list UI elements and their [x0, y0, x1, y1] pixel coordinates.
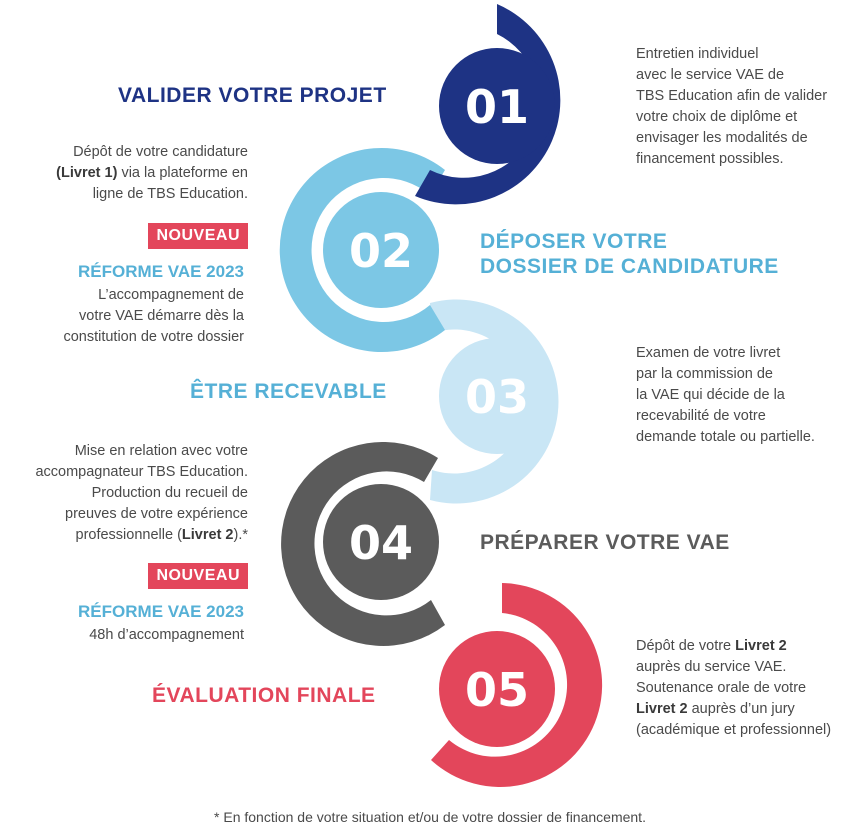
step-05-title: ÉVALUATION FINALE [152, 684, 376, 707]
step-05-desc-line [636, 699, 831, 720]
nouveau-badge-1: NOUVEAU [148, 223, 248, 249]
step-01-desc-line: votre choix de diplôme et [636, 109, 798, 125]
footnote: * En fonction de votre situation et/ou de votre dossier de financement. [214, 809, 646, 825]
livret-2-bold: Livret 2 [636, 701, 688, 717]
step-04-desc-text: professionnelle ( [75, 527, 182, 543]
step-01-number: 01 [464, 80, 530, 134]
reform-text-line: 48h d’accompagnement [89, 627, 244, 643]
step-04-desc-line: preuves de votre expérience [65, 506, 248, 522]
step-01-desc-line: avec le service VAE de [636, 67, 785, 83]
step-01-desc-line: TBS Education afin de valider [636, 88, 828, 104]
livret-2-bold: Livret 2 [181, 527, 234, 543]
step-05-desc-line [636, 636, 831, 657]
reform-text-2 [89, 625, 244, 646]
step-05-desc-line: (académique et professionnel) [636, 722, 832, 738]
step-01-description [636, 44, 827, 170]
step-04-number: 04 [348, 516, 414, 570]
step-03-desc-line: demande totale ou partielle. [636, 429, 815, 445]
step-01-desc-line: envisager les modalités de [636, 130, 808, 146]
step-02-title-line: DOSSIER DE CANDIDATURE [480, 255, 779, 278]
step-02-desc-line [56, 163, 248, 184]
step-01-desc-line: financement possibles. [636, 151, 784, 167]
step-05-description [636, 636, 831, 741]
step-04-description [35, 441, 248, 546]
step-02-title-line: DÉPOSER VOTRE [480, 230, 668, 253]
reform-text-line: constitution de votre dossier [63, 329, 244, 345]
step-04-title: PRÉPARER VOTRE VAE [480, 531, 730, 554]
step-03-desc-line: Examen de votre livret [636, 345, 781, 361]
reform-title-1: RÉFORME VAE 2023 [78, 262, 244, 281]
step-02-desc-line: ligne de TBS Education. [92, 186, 248, 202]
step-01-desc-line: Entretien individuel [636, 46, 759, 62]
step-04-desc-line: Mise en relation avec votre [74, 443, 248, 459]
step-03-desc-line: par la commission de [636, 366, 773, 382]
step-02-title [480, 229, 779, 279]
step-05-desc-line: auprès du service VAE. [636, 659, 787, 675]
step-05-number: 05 [464, 663, 530, 717]
step-03-desc-line: la VAE qui décide de la [636, 387, 785, 403]
step-02-number: 02 [348, 224, 414, 278]
reform-title-2: RÉFORME VAE 2023 [78, 602, 244, 621]
reform-text-line: votre VAE démarre dès la [79, 308, 244, 324]
nouveau-badge-2: NOUVEAU [148, 563, 248, 589]
step-05-desc-line: Soutenance orale de votre [636, 680, 807, 696]
step-03-title: ÊTRE RECEVABLE [190, 380, 387, 403]
step-04-desc-line: accompagnateur TBS Education. [35, 464, 248, 480]
step-02-desc-line: Dépôt de votre candidature [73, 144, 248, 160]
step-03-desc-line: recevabilité de votre [636, 408, 766, 424]
reform-text-line: L’accompagnement de [98, 287, 244, 303]
step-04-desc-line: Production du recueil de [91, 485, 248, 501]
step-02-description [56, 142, 248, 205]
step-04-desc-line [35, 525, 248, 546]
reform-text-1 [63, 285, 244, 348]
step-05-desc-text: Dépôt de votre [636, 638, 736, 654]
step-05-desc-text: auprès d’un jury [687, 701, 795, 717]
livret-2-bold: Livret 2 [735, 638, 787, 654]
step-03-description [636, 343, 815, 448]
livret-1-bold: (Livret 1) [56, 165, 118, 181]
step-01-title: VALIDER VOTRE PROJET [118, 84, 387, 107]
step-02-desc-text: via la plateforme en [117, 165, 248, 181]
step-03-number: 03 [464, 370, 530, 424]
step-04-desc-text: ).* [233, 527, 248, 543]
